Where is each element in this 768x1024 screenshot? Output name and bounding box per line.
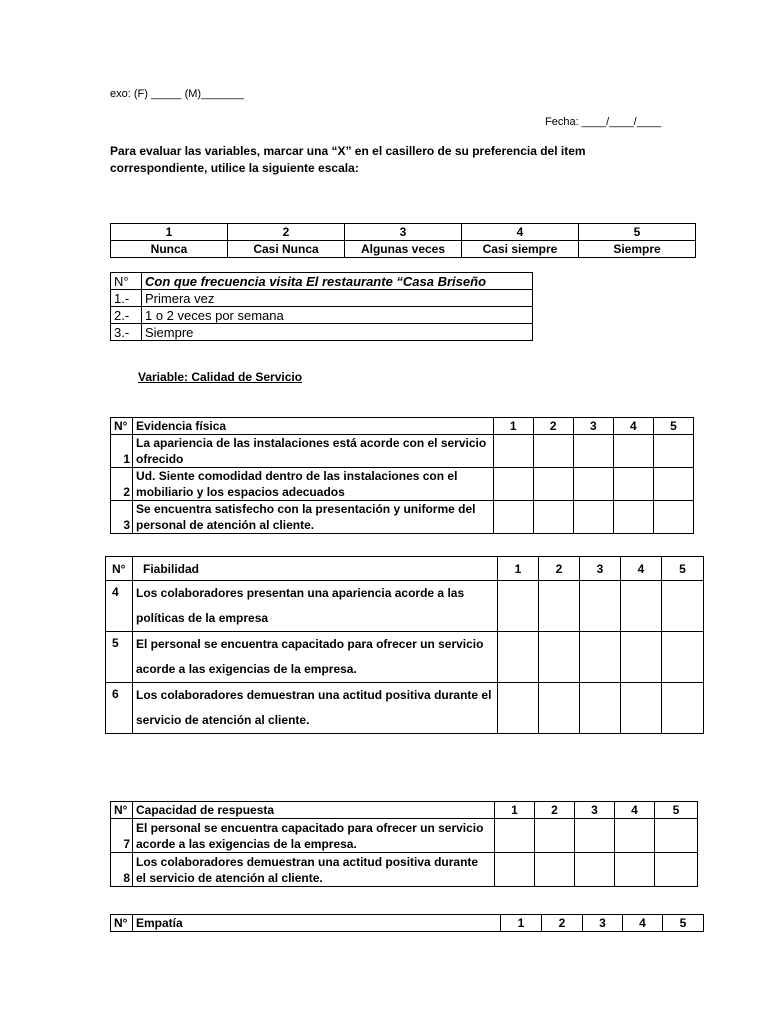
table-row: [106, 581, 704, 632]
capacidad-no-header: N°: [111, 802, 133, 819]
fiabilidad-col-header: 3: [580, 557, 621, 581]
empatia-title: Empatía: [133, 915, 501, 932]
scale-label: Nunca: [111, 241, 228, 258]
scale-number: 4: [462, 224, 579, 241]
capacidad-col-header: 3: [575, 802, 615, 819]
item-text: La apariencia de las instalaciones está acorde con el servicio ofrecido: [133, 435, 494, 468]
sex-field-line: exo: (F) _____ (M)_______: [110, 88, 244, 100]
answer-cell[interactable]: [621, 632, 662, 683]
table-row: [111, 468, 694, 501]
answer-cell[interactable]: [573, 501, 613, 534]
answer-cell[interactable]: [539, 632, 580, 683]
evidencia-no-header: N°: [111, 418, 133, 435]
answer-cell[interactable]: [533, 501, 573, 534]
answer-cell[interactable]: [575, 819, 615, 853]
scale-number: 1: [111, 224, 228, 241]
table-row: [111, 853, 698, 887]
answer-cell[interactable]: [662, 683, 704, 734]
answer-cell[interactable]: [662, 632, 704, 683]
table-row: [106, 683, 704, 734]
fiabilidad-col-header: 5: [662, 557, 704, 581]
answer-cell[interactable]: [493, 501, 533, 534]
frequency-option-text: Primera vez: [142, 290, 533, 307]
item-number: 5: [106, 632, 133, 683]
answer-cell[interactable]: [615, 853, 655, 887]
answer-cell[interactable]: [655, 819, 698, 853]
answer-cell[interactable]: [655, 853, 698, 887]
answer-cell[interactable]: [495, 819, 535, 853]
evidencia-col-header: 4: [613, 418, 653, 435]
empatia-no-header: N°: [111, 915, 133, 932]
capacidad-col-header: 5: [655, 802, 698, 819]
variable-title: Variable: Calidad de Servicio: [138, 370, 303, 384]
scale-number: 5: [579, 224, 696, 241]
item-text: Se encuentra satisfecho con la presentación y uniforme del personal de atención al cliente.: [133, 501, 494, 534]
answer-cell[interactable]: [662, 581, 704, 632]
answer-cell[interactable]: [535, 853, 575, 887]
capacidad-col-header: 4: [615, 802, 655, 819]
fiabilidad-col-header: 1: [498, 557, 539, 581]
scale-number-row: [111, 224, 696, 241]
item-number: 2: [111, 468, 133, 501]
date-field-line: Fecha: ____/____/____: [545, 116, 662, 128]
scale-table: [110, 223, 696, 258]
answer-cell[interactable]: [653, 435, 693, 468]
answer-cell[interactable]: [533, 435, 573, 468]
fiabilidad-title: Fiabilidad: [133, 557, 498, 581]
answer-cell[interactable]: [613, 501, 653, 534]
table-row: [111, 501, 694, 534]
answer-cell[interactable]: [533, 468, 573, 501]
frequency-option-num: 1.-: [111, 290, 142, 307]
answer-cell[interactable]: [539, 683, 580, 734]
scale-number: 2: [228, 224, 345, 241]
answer-cell[interactable]: [498, 632, 539, 683]
frequency-option-text: Siempre: [142, 324, 533, 341]
item-text: El personal se encuentra capacitado para ofrecer un servicio acorde a las exigencias de la empresa.: [133, 632, 498, 683]
answer-cell[interactable]: [535, 819, 575, 853]
answer-cell[interactable]: [493, 468, 533, 501]
evidencia-col-header: 3: [573, 418, 613, 435]
empatia-col-header: 4: [623, 915, 663, 932]
frequency-table: [110, 272, 533, 341]
frequency-option-row[interactable]: [111, 290, 533, 307]
item-text: Los colaboradores presentan una apariencia acorde a las políticas de la empresa: [133, 581, 498, 632]
answer-cell[interactable]: [573, 435, 613, 468]
fiabilidad-col-header: 4: [621, 557, 662, 581]
capacidad-table: [110, 801, 698, 887]
item-text: Ud. Siente comodidad dentro de las instalaciones con el mobiliario y los espacios adecuados: [133, 468, 494, 501]
scale-label-row: [111, 241, 696, 258]
empatia-table: [110, 914, 704, 932]
answer-cell[interactable]: [495, 853, 535, 887]
evidencia-col-header: 5: [653, 418, 693, 435]
frequency-option-num: 3.-: [111, 324, 142, 341]
answer-cell[interactable]: [498, 683, 539, 734]
evidencia-col-header: 2: [533, 418, 573, 435]
capacidad-title: Capacidad de respuesta: [133, 802, 495, 819]
item-number: 8: [111, 853, 133, 887]
table-row: [111, 435, 694, 468]
answer-cell[interactable]: [580, 581, 621, 632]
scale-label: Siempre: [579, 241, 696, 258]
answer-cell[interactable]: [575, 853, 615, 887]
fiabilidad-table: [105, 556, 704, 734]
item-number: 6: [106, 683, 133, 734]
frequency-option-row[interactable]: [111, 307, 533, 324]
item-number: 3: [111, 501, 133, 534]
answer-cell[interactable]: [653, 468, 693, 501]
answer-cell[interactable]: [580, 632, 621, 683]
answer-cell[interactable]: [498, 581, 539, 632]
scale-label: Algunas veces: [345, 241, 462, 258]
fiabilidad-no-header: N°: [106, 557, 133, 581]
item-text: Los colaboradores demuestran una actitud positiva durante el servicio de atención al cliente.: [133, 853, 495, 887]
evidencia-col-header: 1: [493, 418, 533, 435]
evidencia-title: Evidencia física: [133, 418, 494, 435]
scale-label: Casi siempre: [462, 241, 579, 258]
answer-cell[interactable]: [573, 468, 613, 501]
capacidad-col-header: 2: [535, 802, 575, 819]
answer-cell[interactable]: [613, 435, 653, 468]
answer-cell[interactable]: [613, 468, 653, 501]
fiabilidad-col-header: 2: [539, 557, 580, 581]
frequency-option-text: 1 o 2 veces por semana: [142, 307, 533, 324]
frequency-question: Con que frecuencia visita El restaurante “Casa Briseño: [142, 273, 533, 290]
answer-cell[interactable]: [621, 581, 662, 632]
answer-cell[interactable]: [493, 435, 533, 468]
capacidad-col-header: 1: [495, 802, 535, 819]
table-row: [111, 819, 698, 853]
answer-cell[interactable]: [580, 683, 621, 734]
empatia-col-header: 2: [542, 915, 583, 932]
answer-cell[interactable]: [539, 581, 580, 632]
frequency-option-row[interactable]: [111, 324, 533, 341]
answer-cell[interactable]: [653, 501, 693, 534]
answer-cell[interactable]: [621, 683, 662, 734]
empatia-col-header: 3: [583, 915, 623, 932]
empatia-col-header: 1: [501, 915, 542, 932]
item-number: 4: [106, 581, 133, 632]
answer-cell[interactable]: [615, 819, 655, 853]
evidencia-table: [110, 417, 694, 534]
item-text: El personal se encuentra capacitado para ofrecer un servicio acorde a las exigencias de la empresa.: [133, 819, 495, 853]
instructions-text: Para evaluar las variables, marcar una “X” en el casillero de su preferencia del item correspondiente, utilice la siguiente escala:: [110, 144, 586, 175]
empatia-col-header: 5: [663, 915, 704, 932]
table-row: [106, 632, 704, 683]
frequency-no-header: N°: [111, 273, 142, 290]
item-number: 7: [111, 819, 133, 853]
scale-label: Casi Nunca: [228, 241, 345, 258]
scale-number: 3: [345, 224, 462, 241]
frequency-option-num: 2.-: [111, 307, 142, 324]
item-number: 1: [111, 435, 133, 468]
item-text: Los colaboradores demuestran una actitud positiva durante el servicio de atención al cliente.: [133, 683, 498, 734]
